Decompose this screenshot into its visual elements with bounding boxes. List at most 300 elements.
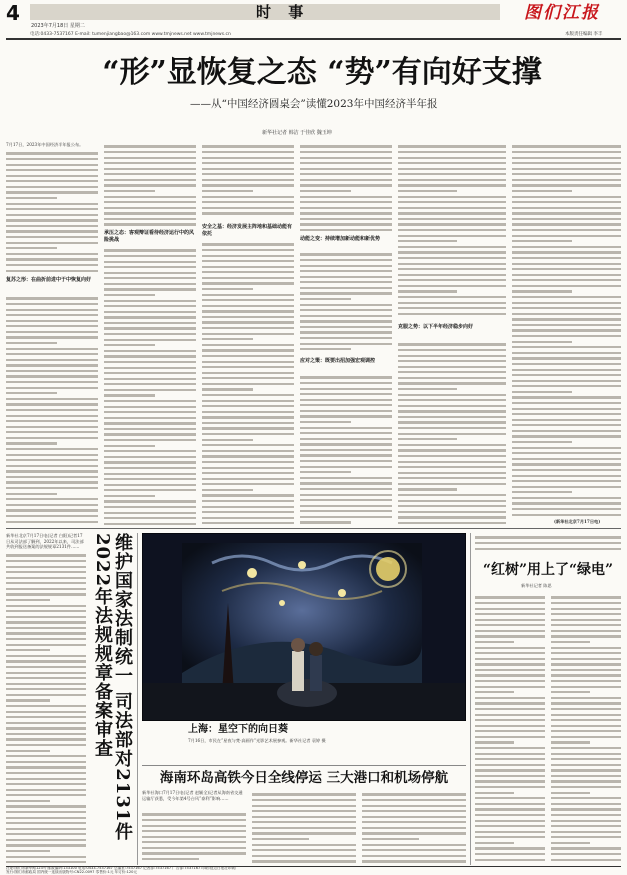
text-line-placeholder bbox=[398, 410, 506, 412]
text-line-placeholder bbox=[551, 820, 621, 822]
text-line-placeholder bbox=[300, 399, 392, 401]
text-line-placeholder bbox=[142, 858, 199, 860]
text-line-placeholder bbox=[300, 157, 392, 159]
lead-intro: 7月17日，2023年中国经济半年报公布。 bbox=[6, 142, 84, 147]
text-line-placeholder bbox=[551, 602, 621, 604]
right-body-1 bbox=[475, 593, 545, 865]
text-line-placeholder bbox=[6, 688, 86, 690]
text-line-placeholder bbox=[512, 207, 621, 209]
text-line-placeholder bbox=[6, 180, 98, 182]
text-line-placeholder bbox=[512, 151, 621, 153]
text-line-placeholder bbox=[512, 324, 621, 326]
text-line-placeholder bbox=[551, 753, 621, 755]
text-line-placeholder bbox=[512, 196, 621, 198]
text-line-placeholder bbox=[475, 635, 545, 637]
text-line-placeholder bbox=[300, 151, 392, 153]
text-line-placeholder bbox=[551, 775, 621, 777]
text-line-placeholder bbox=[300, 304, 392, 306]
text-line-placeholder bbox=[202, 151, 294, 153]
text-line-placeholder bbox=[300, 432, 392, 434]
text-line-placeholder bbox=[6, 203, 98, 205]
text-line-placeholder bbox=[104, 445, 155, 447]
masthead-divider bbox=[6, 38, 621, 40]
text-line-placeholder bbox=[551, 786, 621, 788]
text-line-placeholder bbox=[104, 383, 196, 385]
text-line-placeholder bbox=[6, 476, 98, 478]
text-line-placeholder bbox=[6, 666, 86, 668]
text-line-placeholder bbox=[512, 285, 621, 287]
text-line-placeholder bbox=[104, 394, 155, 396]
text-line-placeholder bbox=[300, 201, 392, 203]
text-line-placeholder bbox=[202, 299, 294, 301]
text-line-placeholder bbox=[512, 430, 621, 432]
text-line-placeholder bbox=[6, 320, 98, 322]
text-line-placeholder bbox=[6, 644, 86, 646]
text-line-placeholder bbox=[398, 268, 506, 270]
text-line-placeholder bbox=[475, 764, 545, 766]
lead-column-4 bbox=[300, 142, 392, 232]
text-line-placeholder bbox=[202, 145, 294, 147]
text-line-placeholder bbox=[300, 287, 392, 289]
text-line-placeholder bbox=[6, 722, 86, 724]
text-line-placeholder bbox=[104, 400, 196, 402]
text-line-placeholder bbox=[202, 467, 294, 469]
text-line-placeholder bbox=[551, 831, 621, 833]
text-line-placeholder bbox=[6, 850, 50, 852]
text-line-placeholder bbox=[362, 844, 466, 846]
text-line-placeholder bbox=[104, 450, 196, 452]
text-line-placeholder bbox=[6, 833, 86, 835]
text-line-placeholder bbox=[512, 240, 572, 242]
text-line-placeholder bbox=[202, 243, 294, 245]
lead-headline: “形”显恢复之态 “势”有向好支撑 bbox=[102, 55, 542, 90]
text-line-placeholder bbox=[202, 277, 294, 279]
text-line-placeholder bbox=[6, 359, 98, 361]
text-line-placeholder bbox=[6, 258, 98, 260]
text-line-placeholder bbox=[6, 811, 86, 813]
text-line-placeholder bbox=[6, 822, 86, 824]
text-line-placeholder bbox=[202, 422, 294, 424]
text-line-placeholder bbox=[300, 207, 392, 209]
text-line-placeholder bbox=[6, 415, 98, 417]
text-line-placeholder bbox=[202, 439, 253, 441]
text-line-placeholder bbox=[6, 599, 50, 601]
brand-note: 本版责任编辑 李丰 bbox=[565, 32, 603, 37]
text-line-placeholder bbox=[398, 162, 506, 164]
text-line-placeholder bbox=[104, 473, 196, 475]
text-line-placeholder bbox=[551, 808, 621, 810]
text-line-placeholder bbox=[398, 218, 506, 220]
text-line-placeholder bbox=[300, 298, 351, 300]
text-line-placeholder bbox=[475, 736, 545, 738]
text-line-placeholder bbox=[300, 309, 392, 311]
text-line-placeholder bbox=[202, 207, 294, 209]
text-line-placeholder bbox=[398, 173, 506, 175]
text-line-placeholder bbox=[104, 467, 196, 469]
text-line-placeholder bbox=[300, 281, 392, 283]
text-line-placeholder bbox=[398, 477, 506, 479]
photo-title: 上海：星空下的向日葵 bbox=[188, 724, 288, 735]
text-line-placeholder bbox=[6, 632, 86, 634]
text-line-placeholder bbox=[6, 253, 98, 255]
text-line-placeholder bbox=[475, 602, 545, 604]
lead-column-2b bbox=[104, 246, 196, 526]
text-line-placeholder bbox=[202, 494, 294, 496]
text-line-placeholder bbox=[475, 663, 545, 665]
text-line-placeholder bbox=[398, 349, 506, 351]
text-line-placeholder bbox=[512, 491, 572, 493]
lead-column-6 bbox=[512, 142, 621, 518]
text-line-placeholder bbox=[104, 207, 196, 209]
text-line-placeholder bbox=[104, 333, 196, 335]
lead-bottom-rule bbox=[6, 528, 621, 529]
text-line-placeholder bbox=[398, 500, 506, 502]
text-line-placeholder bbox=[475, 691, 514, 693]
right-headline: “红树”用上了“绿电” bbox=[482, 562, 614, 578]
text-line-placeholder bbox=[512, 480, 621, 482]
lead-column-2 bbox=[104, 142, 196, 226]
text-line-placeholder bbox=[398, 399, 506, 401]
text-line-placeholder bbox=[6, 727, 86, 729]
right-divider bbox=[470, 533, 471, 865]
text-line-placeholder bbox=[6, 465, 98, 467]
text-line-placeholder bbox=[202, 489, 253, 491]
text-line-placeholder bbox=[202, 338, 253, 340]
text-line-placeholder bbox=[104, 201, 196, 203]
text-line-placeholder bbox=[475, 624, 545, 626]
text-line-placeholder bbox=[252, 849, 356, 851]
text-line-placeholder bbox=[6, 683, 86, 685]
text-line-placeholder bbox=[362, 799, 466, 801]
text-line-placeholder bbox=[300, 292, 392, 294]
text-line-placeholder bbox=[202, 344, 294, 346]
text-line-placeholder bbox=[512, 223, 621, 225]
text-line-placeholder bbox=[202, 260, 294, 262]
text-line-placeholder bbox=[104, 378, 196, 380]
text-line-placeholder bbox=[6, 582, 86, 584]
text-line-placeholder bbox=[6, 498, 98, 500]
text-line-placeholder bbox=[512, 212, 621, 214]
text-line-placeholder bbox=[512, 385, 621, 387]
text-line-placeholder bbox=[300, 320, 392, 322]
text-line-placeholder bbox=[6, 331, 98, 333]
text-line-placeholder bbox=[512, 497, 621, 499]
text-line-placeholder bbox=[300, 196, 392, 198]
text-line-placeholder bbox=[398, 355, 506, 357]
text-line-placeholder bbox=[398, 296, 506, 298]
text-line-placeholder bbox=[300, 510, 392, 512]
text-line-placeholder bbox=[398, 251, 506, 253]
text-line-placeholder bbox=[6, 705, 86, 707]
lead-column-1b bbox=[6, 294, 98, 526]
text-line-placeholder bbox=[104, 523, 196, 525]
text-line-placeholder bbox=[398, 279, 506, 281]
text-line-placeholder bbox=[104, 327, 196, 329]
text-line-placeholder bbox=[202, 411, 294, 413]
text-line-placeholder bbox=[6, 778, 86, 780]
text-line-placeholder bbox=[104, 162, 196, 164]
text-line-placeholder bbox=[6, 442, 57, 444]
text-line-placeholder bbox=[475, 758, 545, 760]
text-line-placeholder bbox=[104, 406, 196, 408]
text-line-placeholder bbox=[104, 223, 196, 225]
text-line-placeholder bbox=[6, 616, 86, 618]
text-line-placeholder bbox=[362, 855, 466, 857]
text-line-placeholder bbox=[252, 816, 356, 818]
text-line-placeholder bbox=[6, 515, 98, 517]
text-line-placeholder bbox=[300, 276, 392, 278]
text-line-placeholder bbox=[6, 655, 86, 657]
text-line-placeholder bbox=[6, 348, 98, 350]
text-line-placeholder bbox=[512, 514, 621, 516]
text-line-placeholder bbox=[300, 449, 392, 451]
text-line-placeholder bbox=[551, 608, 621, 610]
text-line-placeholder bbox=[475, 797, 545, 799]
text-line-placeholder bbox=[6, 699, 50, 701]
text-line-placeholder bbox=[142, 830, 246, 832]
text-line-placeholder bbox=[512, 391, 572, 393]
vertical-headline: 维护国家法制统一 司法部对2131件2022年法规规章备案审查 bbox=[92, 533, 133, 842]
text-line-placeholder bbox=[475, 814, 545, 816]
text-line-placeholder bbox=[202, 405, 294, 407]
section-title: 时 事 bbox=[256, 3, 310, 21]
text-line-placeholder bbox=[300, 410, 392, 412]
text-line-placeholder bbox=[512, 435, 621, 437]
text-line-placeholder bbox=[512, 352, 621, 354]
text-line-placeholder bbox=[551, 853, 621, 855]
text-line-placeholder bbox=[6, 694, 86, 696]
right-story-top bbox=[475, 533, 621, 555]
text-line-placeholder bbox=[104, 512, 196, 514]
text-line-placeholder bbox=[252, 799, 356, 801]
text-line-placeholder bbox=[475, 686, 545, 688]
text-line-placeholder bbox=[551, 847, 621, 849]
text-line-placeholder bbox=[512, 257, 621, 259]
text-line-placeholder bbox=[398, 343, 506, 345]
text-line-placeholder bbox=[300, 438, 392, 440]
text-line-placeholder bbox=[398, 196, 506, 198]
text-line-placeholder bbox=[512, 251, 621, 253]
text-line-placeholder bbox=[512, 424, 621, 426]
text-line-placeholder bbox=[398, 366, 506, 368]
text-line-placeholder bbox=[6, 733, 86, 735]
text-line-placeholder bbox=[6, 593, 86, 595]
text-line-placeholder bbox=[362, 816, 466, 818]
footer-line-1: 社址:图们市新华路123号 邮政编码:133100 电话:0433-7537167 总编室:7537167 记者部:7537167 广告部:7537167 印刷:延边日报社印刷厂 bbox=[6, 866, 239, 870]
text-line-placeholder bbox=[475, 536, 621, 538]
text-line-placeholder bbox=[6, 191, 98, 193]
text-line-placeholder bbox=[6, 610, 86, 612]
text-line-placeholder bbox=[300, 253, 392, 255]
text-line-placeholder bbox=[475, 820, 545, 822]
text-line-placeholder bbox=[551, 836, 621, 838]
text-line-placeholder bbox=[104, 389, 196, 391]
text-line-placeholder bbox=[6, 264, 98, 266]
text-line-placeholder bbox=[202, 478, 294, 480]
lead-column-3b bbox=[202, 240, 294, 526]
text-line-placeholder bbox=[512, 380, 621, 382]
lead-column-4c bbox=[300, 373, 392, 526]
text-line-placeholder bbox=[202, 522, 294, 524]
text-line-placeholder bbox=[104, 350, 196, 352]
text-line-placeholder bbox=[104, 367, 196, 369]
text-line-placeholder bbox=[398, 145, 506, 147]
text-line-placeholder bbox=[202, 372, 294, 374]
text-line-placeholder bbox=[512, 402, 621, 404]
text-line-placeholder bbox=[300, 460, 392, 462]
text-line-placeholder bbox=[6, 861, 86, 863]
text-line-placeholder bbox=[512, 452, 621, 454]
text-line-placeholder bbox=[551, 769, 621, 771]
text-line-placeholder bbox=[104, 168, 196, 170]
text-line-placeholder bbox=[202, 310, 294, 312]
text-line-placeholder bbox=[6, 236, 98, 238]
text-line-placeholder bbox=[104, 311, 196, 313]
text-line-placeholder bbox=[202, 294, 294, 296]
text-line-placeholder bbox=[362, 793, 466, 795]
text-line-placeholder bbox=[104, 283, 196, 285]
text-line-placeholder bbox=[398, 212, 506, 214]
text-line-placeholder bbox=[104, 372, 196, 374]
text-line-placeholder bbox=[6, 789, 86, 791]
text-line-placeholder bbox=[512, 296, 621, 298]
text-line-placeholder bbox=[512, 341, 572, 343]
text-line-placeholder bbox=[104, 190, 155, 192]
text-line-placeholder bbox=[202, 266, 294, 268]
text-line-placeholder bbox=[512, 235, 621, 237]
text-line-placeholder bbox=[512, 363, 621, 365]
text-line-placeholder bbox=[6, 672, 86, 674]
text-line-placeholder bbox=[6, 158, 98, 160]
text-line-placeholder bbox=[512, 246, 621, 248]
text-line-placeholder bbox=[398, 438, 457, 440]
footer-line-2: 发行:图们市邮政局 国内统一连续出版物号:CN22-0097 零售价:1元 年订价:120元 bbox=[6, 870, 138, 874]
text-line-placeholder bbox=[202, 361, 294, 363]
text-line-placeholder bbox=[6, 214, 98, 216]
lead-body bbox=[6, 142, 621, 526]
text-line-placeholder bbox=[104, 151, 196, 153]
text-line-placeholder bbox=[202, 511, 294, 513]
text-line-placeholder bbox=[6, 794, 86, 796]
text-line-placeholder bbox=[300, 212, 392, 214]
text-line-placeholder bbox=[512, 441, 572, 443]
text-line-placeholder bbox=[398, 207, 506, 209]
text-line-placeholder bbox=[202, 383, 294, 385]
text-line-placeholder bbox=[202, 472, 294, 474]
text-line-placeholder bbox=[551, 652, 621, 654]
text-line-placeholder bbox=[512, 374, 621, 376]
text-line-placeholder bbox=[202, 271, 294, 273]
text-line-placeholder bbox=[6, 605, 86, 607]
text-line-placeholder bbox=[512, 486, 621, 488]
text-line-placeholder bbox=[6, 744, 86, 746]
text-line-placeholder bbox=[398, 257, 506, 259]
text-line-placeholder bbox=[475, 658, 545, 660]
vertical-dateline: 新华社北京7月17日电(记者 白阳)记者17日从司法部了解到，2022年以来，司法部共收到报送备案的法规规章2131件…… bbox=[6, 533, 84, 550]
text-line-placeholder bbox=[300, 173, 392, 175]
text-line-placeholder bbox=[362, 821, 466, 823]
text-line-placeholder bbox=[475, 725, 545, 727]
text-line-placeholder bbox=[104, 461, 196, 463]
text-line-placeholder bbox=[398, 168, 506, 170]
text-line-placeholder bbox=[202, 400, 294, 402]
text-line-placeholder bbox=[300, 190, 351, 192]
vertical-divider bbox=[137, 533, 138, 865]
text-line-placeholder bbox=[300, 427, 392, 429]
text-line-placeholder bbox=[252, 832, 356, 834]
text-line-placeholder bbox=[300, 265, 392, 267]
lead-column-3 bbox=[202, 142, 294, 220]
text-line-placeholder bbox=[398, 151, 506, 153]
text-line-placeholder bbox=[6, 844, 86, 846]
text-line-placeholder bbox=[252, 855, 356, 857]
text-line-placeholder bbox=[104, 411, 196, 413]
text-line-placeholder bbox=[551, 814, 621, 816]
lead-dateline: (新华社北京7月17日电) bbox=[554, 519, 601, 524]
text-line-placeholder bbox=[202, 349, 294, 351]
text-line-placeholder bbox=[6, 817, 86, 819]
text-line-placeholder bbox=[398, 421, 506, 423]
text-line-placeholder bbox=[202, 388, 253, 390]
text-line-placeholder bbox=[6, 398, 98, 400]
text-line-placeholder bbox=[512, 201, 621, 203]
text-line-placeholder bbox=[551, 702, 621, 704]
text-line-placeholder bbox=[202, 196, 294, 198]
text-line-placeholder bbox=[104, 157, 196, 159]
lead-column-5b bbox=[398, 340, 506, 526]
text-line-placeholder bbox=[6, 152, 98, 154]
text-line-placeholder bbox=[475, 842, 514, 844]
text-line-placeholder bbox=[6, 566, 86, 568]
text-line-placeholder bbox=[475, 613, 545, 615]
text-line-placeholder bbox=[551, 635, 621, 637]
text-line-placeholder bbox=[6, 638, 86, 640]
text-line-placeholder bbox=[300, 488, 392, 490]
text-line-placeholder bbox=[475, 697, 545, 699]
text-line-placeholder bbox=[551, 697, 621, 699]
text-line-placeholder bbox=[398, 377, 506, 379]
text-line-placeholder bbox=[300, 184, 392, 186]
text-line-placeholder bbox=[104, 355, 196, 357]
bottom-column-2 bbox=[252, 790, 356, 865]
text-line-placeholder bbox=[475, 630, 545, 632]
text-line-placeholder bbox=[398, 184, 506, 186]
text-line-placeholder bbox=[475, 831, 545, 833]
text-line-placeholder bbox=[202, 157, 294, 159]
text-line-placeholder bbox=[6, 375, 98, 377]
text-line-placeholder bbox=[202, 184, 294, 186]
text-line-placeholder bbox=[551, 624, 621, 626]
text-line-placeholder bbox=[300, 259, 392, 261]
text-line-placeholder bbox=[512, 302, 621, 304]
text-line-placeholder bbox=[300, 179, 392, 181]
text-line-placeholder bbox=[6, 270, 98, 272]
text-line-placeholder bbox=[104, 339, 196, 341]
text-line-placeholder bbox=[6, 588, 86, 590]
text-line-placeholder bbox=[300, 499, 392, 501]
text-line-placeholder bbox=[300, 454, 392, 456]
text-line-placeholder bbox=[6, 325, 98, 327]
text-line-placeholder bbox=[104, 506, 196, 508]
text-line-placeholder bbox=[512, 447, 621, 449]
text-line-placeholder bbox=[104, 196, 196, 198]
text-line-placeholder bbox=[398, 388, 457, 390]
text-line-placeholder bbox=[252, 793, 356, 795]
text-line-placeholder bbox=[104, 288, 196, 290]
text-line-placeholder bbox=[6, 208, 98, 210]
text-line-placeholder bbox=[300, 315, 392, 317]
text-line-placeholder bbox=[398, 516, 506, 518]
